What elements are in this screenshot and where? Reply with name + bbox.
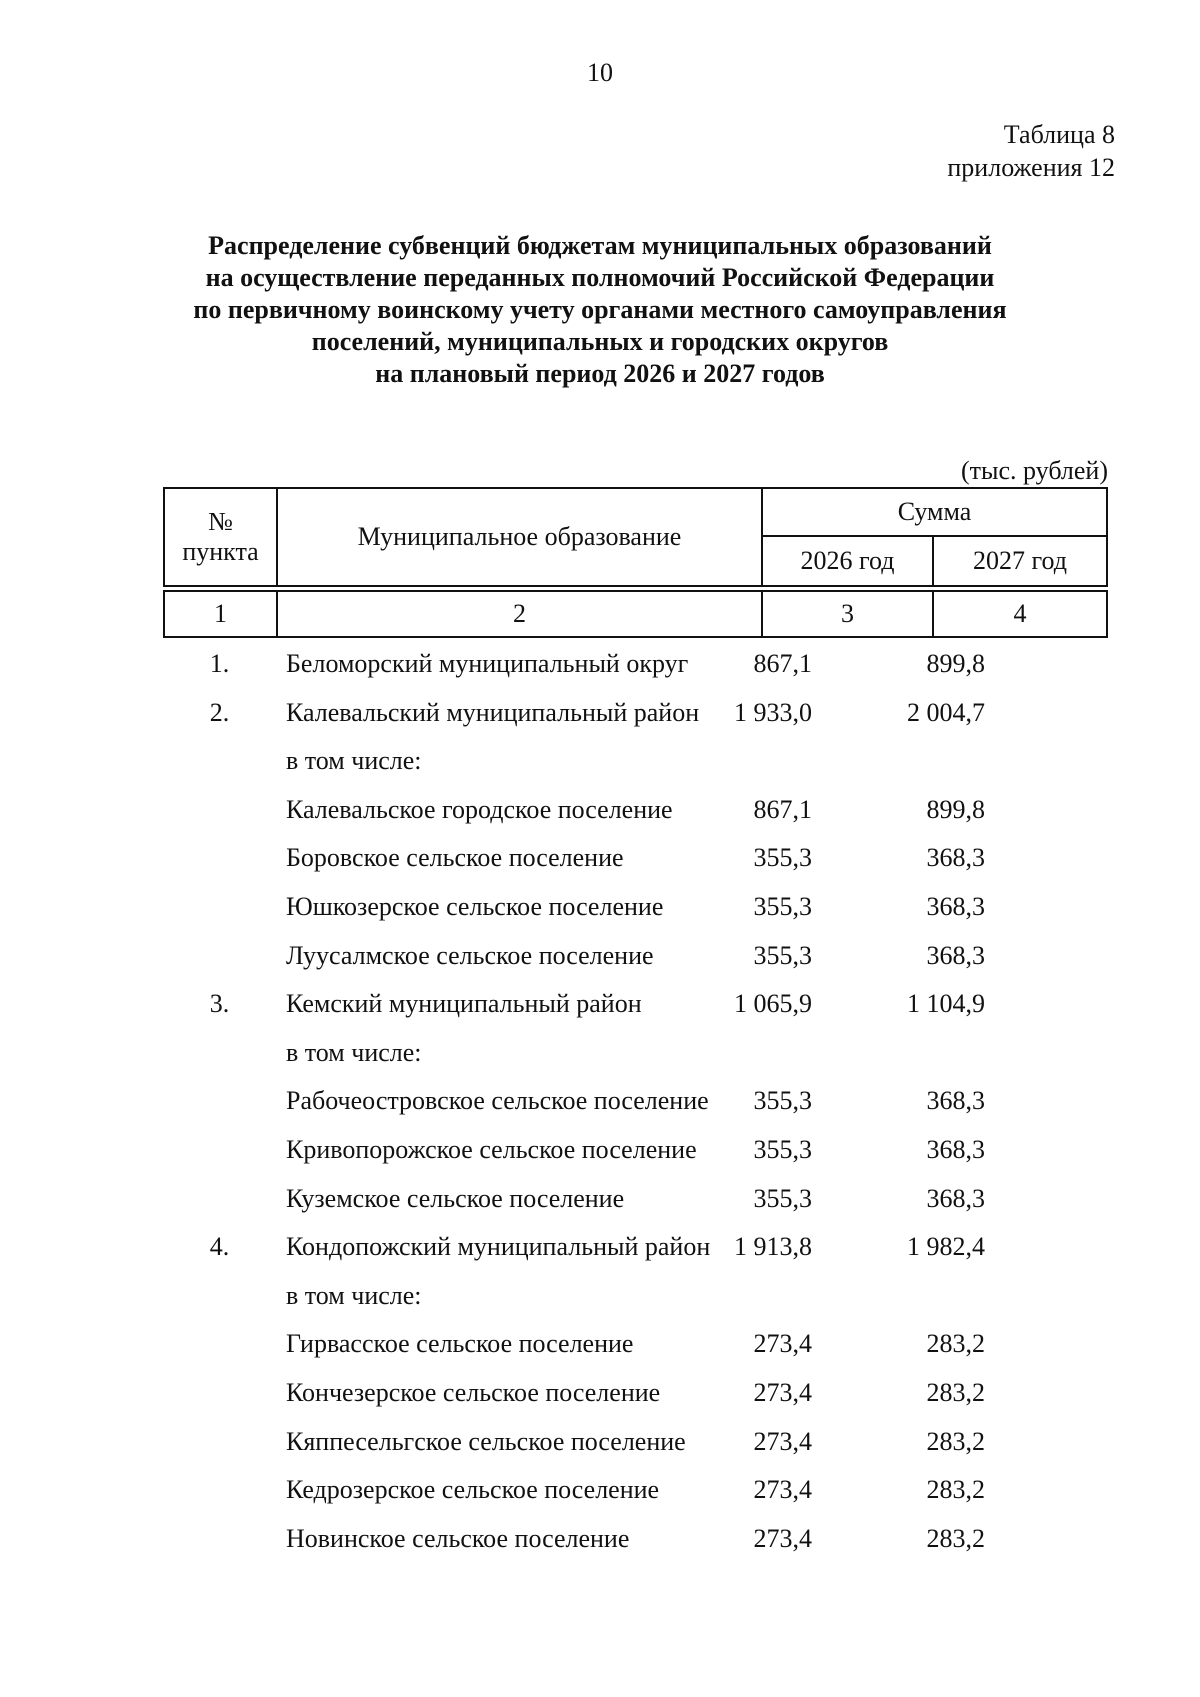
row-amount-2026: 273,4 [753,1329,812,1359]
row-municipality: Куземское сельское поселение [286,1183,625,1213]
row-municipality: Юшкозерское сельское поселение [286,891,664,921]
appendix-annex-label: приложения 12 [947,153,1115,182]
table-row [163,1077,1106,1126]
table-row [163,980,1106,1029]
table-row [163,1223,1106,1272]
row-municipality: Гирвасское сельское поселение [286,1329,634,1359]
row-number [163,834,276,883]
row-amount-2026: 1 913,8 [734,1232,812,1262]
row-number [163,786,276,835]
row-amount-2027: 283,2 [926,1377,985,1407]
row-number: 2. [209,697,230,727]
table-row [163,786,1106,835]
row-number [163,883,276,932]
row-amount-2027: 368,3 [926,940,985,970]
document-title [0,230,1200,390]
row-amount-2026: 355,3 [753,843,812,873]
header-sum: Сумма [762,488,1107,536]
row-amount-2026: 1 933,0 [734,697,812,727]
row-amount-2027: 1 104,9 [907,989,985,1019]
row-amount-2027: 899,8 [926,649,985,678]
row-amount-2027: 1 982,4 [907,1232,985,1262]
table-row [163,1272,1106,1321]
row-municipality: Калевальское городское поселение [286,794,673,824]
row-amount-2026: 355,3 [753,1183,812,1213]
row-number [163,1077,276,1126]
row-amount-2026: 355,3 [753,1134,812,1164]
row-amount-2027: 283,2 [926,1523,985,1553]
row-municipality: в том числе: [286,746,422,776]
row-number [163,1175,276,1224]
header-item-number [164,488,277,586]
row-amount-2026: 273,4 [753,1426,812,1456]
row-municipality: Кемский муниципальный район [286,989,642,1019]
row-number: 1. [209,649,230,678]
row-municipality: Рабочеостровское сельское поселение [286,1086,709,1116]
row-municipality: Новинское сельское поселение [286,1523,630,1553]
title-line-1: Распределение субвенций бюджетам муниципальных образований [208,231,992,260]
table-row [163,1418,1106,1467]
row-number [163,932,276,981]
table-row [163,1029,1106,1078]
row-amount-2027: 368,3 [926,843,985,873]
row-municipality: Беломорский муниципальный округ [286,649,689,678]
table-row [163,883,1106,932]
table-row [163,834,1106,883]
table-row [163,932,1106,981]
row-municipality: Кяппесельгское сельское поселение [286,1426,686,1456]
row-municipality: Кончезерское сельское поселение [286,1377,661,1407]
header-year-2027: 2027 год [933,536,1107,586]
row-amount-2026: 867,1 [753,649,812,678]
table-body [163,640,1106,1563]
title-line-2: на осуществление переданных полномочий Российской Федерации [205,263,995,292]
row-amount-2026: 867,1 [753,794,812,824]
table-row [163,1126,1106,1175]
row-amount-2026 [661,1029,822,1078]
table-row [163,640,1106,689]
row-number [163,1418,276,1467]
row-amount-2026: 355,3 [753,891,812,921]
column-number-2: 2 [277,591,762,637]
row-number [163,1126,276,1175]
table-row [163,1515,1106,1564]
appendix-reference [947,118,1115,184]
row-amount-2027: 899,8 [926,794,985,824]
row-number [163,1029,276,1078]
row-municipality: в том числе: [286,1037,422,1067]
row-amount-2027 [822,737,993,786]
title-line-5: на плановый период 2026 и 2027 годов [375,359,825,388]
row-number: 4. [209,1232,230,1262]
table-row [163,1175,1106,1224]
header-municipality: Муниципальное образование [277,488,762,586]
row-municipality: Кондопожский муниципальный район [286,1232,711,1262]
column-number-1: 1 [164,591,277,637]
appendix-table-label: Таблица 8 [1003,120,1115,149]
row-amount-2027: 368,3 [926,891,985,921]
table-row [163,737,1106,786]
row-amount-2027: 283,2 [926,1329,985,1359]
row-number [163,1515,276,1564]
title-line-4: поселений, муниципальных и городских округов [311,327,889,356]
table-row [163,1466,1106,1515]
row-number [163,1369,276,1418]
row-number [163,1320,276,1369]
header-item-label: пункта [182,537,259,566]
header-year-2026: 2026 год [762,536,933,586]
row-amount-2027: 368,3 [926,1183,985,1213]
row-municipality: Луусалмское сельское поселение [286,940,654,970]
table-header [163,487,1108,638]
row-amount-2026: 273,4 [753,1523,812,1553]
table-row [163,1320,1106,1369]
row-municipality: в том числе: [286,1280,422,1310]
row-amount-2026 [661,737,822,786]
row-amount-2026: 355,3 [753,1086,812,1116]
row-municipality: Кедрозерское сельское поселение [286,1475,660,1505]
column-number-4: 4 [933,591,1107,637]
row-amount-2027: 283,2 [926,1475,985,1505]
row-amount-2027: 2 004,7 [907,697,985,727]
row-amount-2026 [661,1272,822,1321]
row-amount-2027: 368,3 [926,1134,985,1164]
header-number-sign: № [208,507,233,536]
row-amount-2026: 1 065,9 [734,989,812,1019]
title-line-3: по первичному воинскому учету органами местного самоуправления [193,295,1007,324]
row-amount-2027: 368,3 [926,1086,985,1116]
row-amount-2027 [822,1029,993,1078]
row-municipality: Калевальский муниципальный район [286,697,700,727]
row-amount-2026: 273,4 [753,1475,812,1505]
row-amount-2027: 283,2 [926,1426,985,1456]
row-amount-2026: 355,3 [753,940,812,970]
page-number: 10 [587,58,613,87]
row-number [163,1272,276,1321]
row-number [163,1466,276,1515]
row-amount-2026: 273,4 [753,1377,812,1407]
column-number-3: 3 [762,591,933,637]
row-municipality: Боровское сельское поселение [286,843,624,873]
row-number [163,737,276,786]
row-amount-2027 [822,1272,993,1321]
table-row [163,1369,1106,1418]
row-municipality: Кривопорожское сельское поселение [286,1134,697,1164]
table-row [163,689,1106,738]
units-label: (тыс. рублей) [960,456,1108,485]
row-number: 3. [209,989,230,1019]
